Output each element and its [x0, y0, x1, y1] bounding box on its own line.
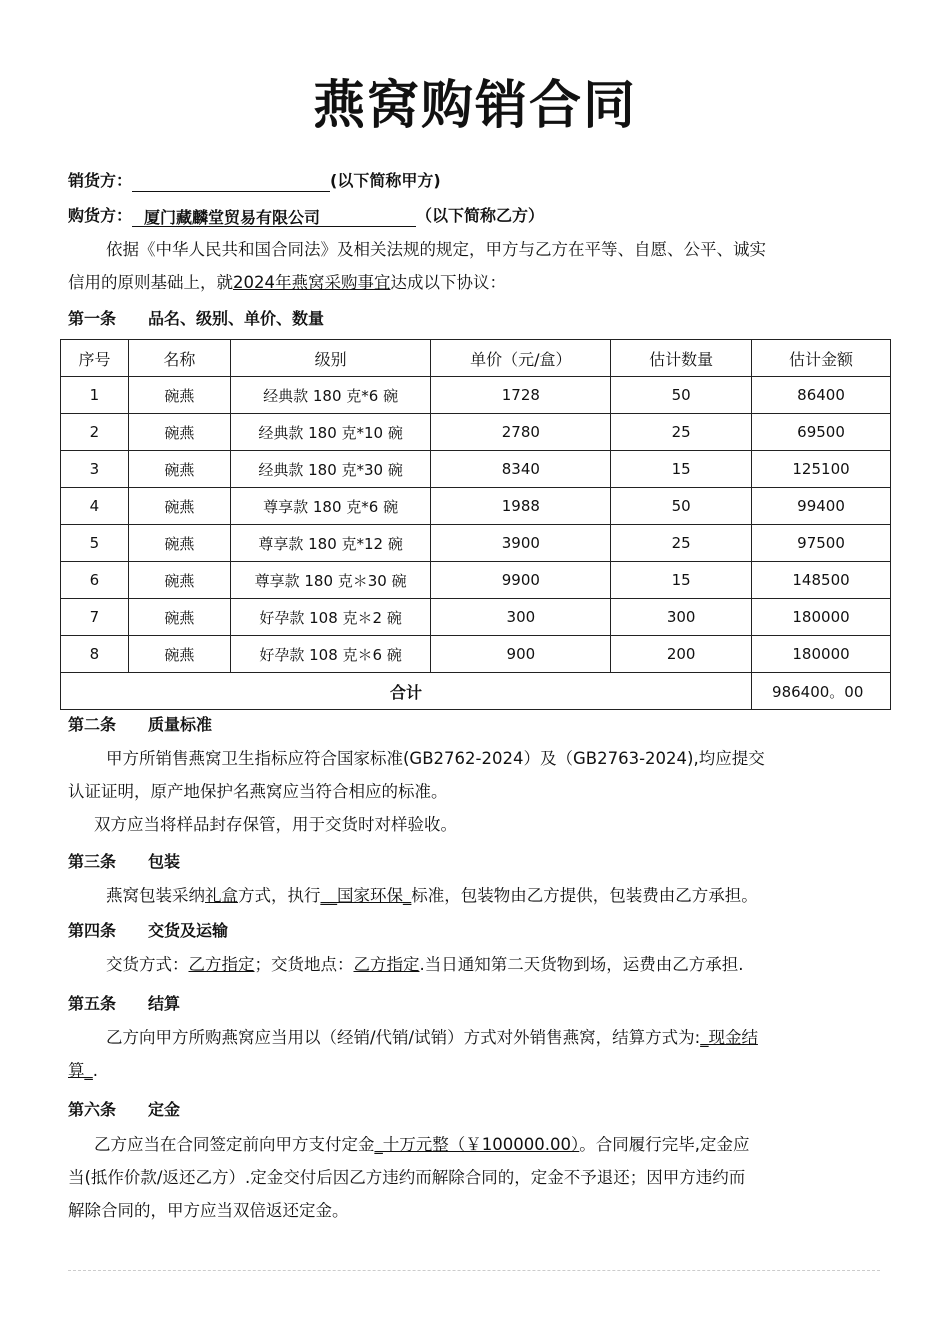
article-3-number: 第三条	[68, 852, 117, 871]
table-header-row	[61, 340, 891, 377]
header-cell: 估计金额	[752, 340, 891, 377]
article-4-pre: 交货方式：	[106, 955, 189, 974]
table-cell: 3	[61, 451, 129, 488]
table-row	[61, 636, 891, 673]
article-3-pre: 燕窝包装采纳	[106, 886, 205, 905]
article-3-mid: 方式，执行	[238, 886, 321, 905]
table-cell: 50	[611, 377, 752, 414]
article-5-body	[68, 1021, 880, 1087]
packaging-method: 礼盒	[205, 886, 238, 905]
table-cell: 8340	[431, 451, 611, 488]
article-2-title: 质量标准	[148, 715, 213, 734]
table-cell: 碗燕	[128, 377, 230, 414]
buyer-suffix: （以下简称乙方）	[416, 206, 545, 225]
article-5-number: 第五条	[68, 994, 117, 1013]
table-row	[61, 414, 891, 451]
table-cell: 碗燕	[128, 562, 230, 599]
table-cell: 148500	[752, 562, 891, 599]
table-cell: 86400	[752, 377, 891, 414]
buyer-label: 购货方：	[68, 206, 133, 225]
article-4-title: 交货及运输	[148, 921, 229, 940]
table-row	[61, 525, 891, 562]
preamble-line-1: 依据《中华人民共和国合同法》及相关法规的规定，甲方与乙方在平等、自愿、公平、诚实	[106, 240, 766, 259]
table-cell: 3900	[431, 525, 611, 562]
article-6-body	[68, 1128, 880, 1227]
table-cell: 经典款 180 克*30 碗	[230, 451, 431, 488]
table-row	[61, 488, 891, 525]
table-cell: 180000	[752, 636, 891, 673]
table-row	[61, 377, 891, 414]
header-cell: 单价（元/盒）	[431, 340, 611, 377]
table-row	[61, 562, 891, 599]
article-5-title: 结算	[148, 994, 181, 1013]
table-cell: 69500	[752, 414, 891, 451]
header-cell: 名称	[128, 340, 230, 377]
table-cell: 尊享款 180 克*6 碗	[230, 488, 431, 525]
article-4-mid: ；交货地点：	[254, 955, 354, 974]
article-5-line-2-post: .	[92, 1061, 98, 1080]
table-cell: 99400	[752, 488, 891, 525]
article-6-line-1-post: 。合同履行完毕,定金应	[579, 1135, 750, 1154]
table-cell: 9900	[431, 562, 611, 599]
table-cell: 15	[611, 562, 752, 599]
table-cell: 2	[61, 414, 129, 451]
goods-table	[60, 339, 891, 710]
table-cell: 碗燕	[128, 636, 230, 673]
article-6-number: 第六条	[68, 1100, 117, 1119]
table-cell: 好孕款 108 克＊2 碗	[230, 599, 431, 636]
header-cell: 序号	[61, 340, 129, 377]
table-cell: 经典款 180 克*10 碗	[230, 414, 431, 451]
table-cell: 6	[61, 562, 129, 599]
table-cell: 1988	[431, 488, 611, 525]
article-5-heading	[68, 993, 180, 1015]
seller-line	[68, 170, 441, 192]
article-6-heading	[68, 1099, 180, 1121]
table-cell: 好孕款 108 克＊6 碗	[230, 636, 431, 673]
article-4-body	[68, 948, 880, 981]
table-cell: 碗燕	[128, 414, 230, 451]
header-cell: 估计数量	[611, 340, 752, 377]
table-cell: 碗燕	[128, 451, 230, 488]
article-2-line-3: 双方应当将样品封存保管，用于交货时对样验收。	[94, 815, 457, 834]
table-cell: 200	[611, 636, 752, 673]
article-1-number: 第一条	[68, 309, 117, 328]
table-cell: 尊享款 180 克*12 碗	[230, 525, 431, 562]
article-3-post: 标准，包装物由乙方提供，包装费由乙方承担。	[411, 886, 758, 905]
article-1-title: 品名、级别、单价、数量	[148, 309, 325, 328]
article-6-line-3: 解除合同的，甲方应当双倍返还定金。	[68, 1201, 349, 1220]
page-break-divider	[68, 1270, 880, 1271]
article-5-line-1: 乙方向甲方所购燕窝应当用以（经销/代销/试销）方式对外销售燕窝，结算方式为:	[106, 1028, 701, 1047]
table-cell: 1728	[431, 377, 611, 414]
settlement-method-part-2: 算_	[68, 1061, 93, 1080]
article-4-post: .当日通知第二天货物到场，运费由乙方承担.	[419, 955, 744, 974]
article-1-heading	[68, 308, 324, 330]
delivery-method: 乙方指定	[188, 955, 255, 974]
table-cell: 碗燕	[128, 525, 230, 562]
table-cell: 25	[611, 525, 752, 562]
article-6-line-1-pre: 乙方应当在合同签定前向甲方支付定金	[94, 1135, 375, 1154]
article-3-body	[68, 879, 880, 912]
preamble-line-2-post: 达成以下协议：	[390, 273, 506, 292]
delivery-location: 乙方指定	[353, 955, 420, 974]
buyer-line	[68, 205, 544, 227]
article-2-line-2: 认证证明，原产地保护名燕窝应当符合相应的标准。	[68, 782, 448, 801]
seller-label: 销货方：	[68, 171, 133, 190]
document-title: 燕窝购销合同	[312, 76, 637, 136]
total-label: 合计	[61, 673, 752, 710]
table-cell: 5	[61, 525, 129, 562]
packaging-standard: __国家环保_	[320, 886, 412, 905]
article-6-title: 定金	[148, 1100, 181, 1119]
preamble	[68, 233, 880, 299]
table-cell: 4	[61, 488, 129, 525]
seller-name-blank	[132, 171, 330, 192]
total-value: 986400。00	[752, 673, 891, 710]
table-cell: 125100	[752, 451, 891, 488]
table-cell: 50	[611, 488, 752, 525]
table-cell: 15	[611, 451, 752, 488]
buyer-name: 厦门藏麟堂贸易有限公司	[132, 207, 416, 227]
table-cell: 300	[611, 599, 752, 636]
table-row	[61, 599, 891, 636]
table-cell: 7	[61, 599, 129, 636]
table-cell: 180000	[752, 599, 891, 636]
table-cell: 900	[431, 636, 611, 673]
table-cell: 尊享款 180 克＊30 碗	[230, 562, 431, 599]
table-cell: 碗燕	[128, 488, 230, 525]
preamble-line-2-pre: 信用的原则基础上，就	[68, 273, 233, 292]
table-cell: 25	[611, 414, 752, 451]
header-cell: 级别	[230, 340, 431, 377]
article-3-heading	[68, 851, 180, 873]
article-3-title: 包装	[148, 852, 181, 871]
table-cell: 8	[61, 636, 129, 673]
table-cell: 97500	[752, 525, 891, 562]
article-2-number: 第二条	[68, 715, 117, 734]
table-total-row	[61, 673, 891, 710]
preamble-subject: 2024年燕窝采购事宜	[233, 273, 391, 292]
seller-suffix: (以下简称甲方)	[330, 171, 441, 190]
article-2-line-1: 甲方所销售燕窝卫生指标应符合国家标准(GB2762-2024）及（GB2763-2024),均应提交	[106, 749, 765, 768]
article-4-heading	[68, 920, 228, 942]
article-2-heading	[68, 714, 212, 736]
article-4-number: 第四条	[68, 921, 117, 940]
settlement-method-part-1: _现金结	[700, 1028, 758, 1047]
deposit-amount: _十万元整（￥100000.00）	[374, 1135, 580, 1154]
table-row	[61, 451, 891, 488]
table-cell: 经典款 180 克*6 碗	[230, 377, 431, 414]
table-cell: 1	[61, 377, 129, 414]
table-cell: 碗燕	[128, 599, 230, 636]
article-6-line-2: 当(抵作价款/返还乙方）.定金交付后因乙方违约而解除合同的，定金不予退还；因甲方违约而	[68, 1168, 746, 1187]
article-2-body	[68, 742, 880, 841]
table-cell: 2780	[431, 414, 611, 451]
table-cell: 300	[431, 599, 611, 636]
